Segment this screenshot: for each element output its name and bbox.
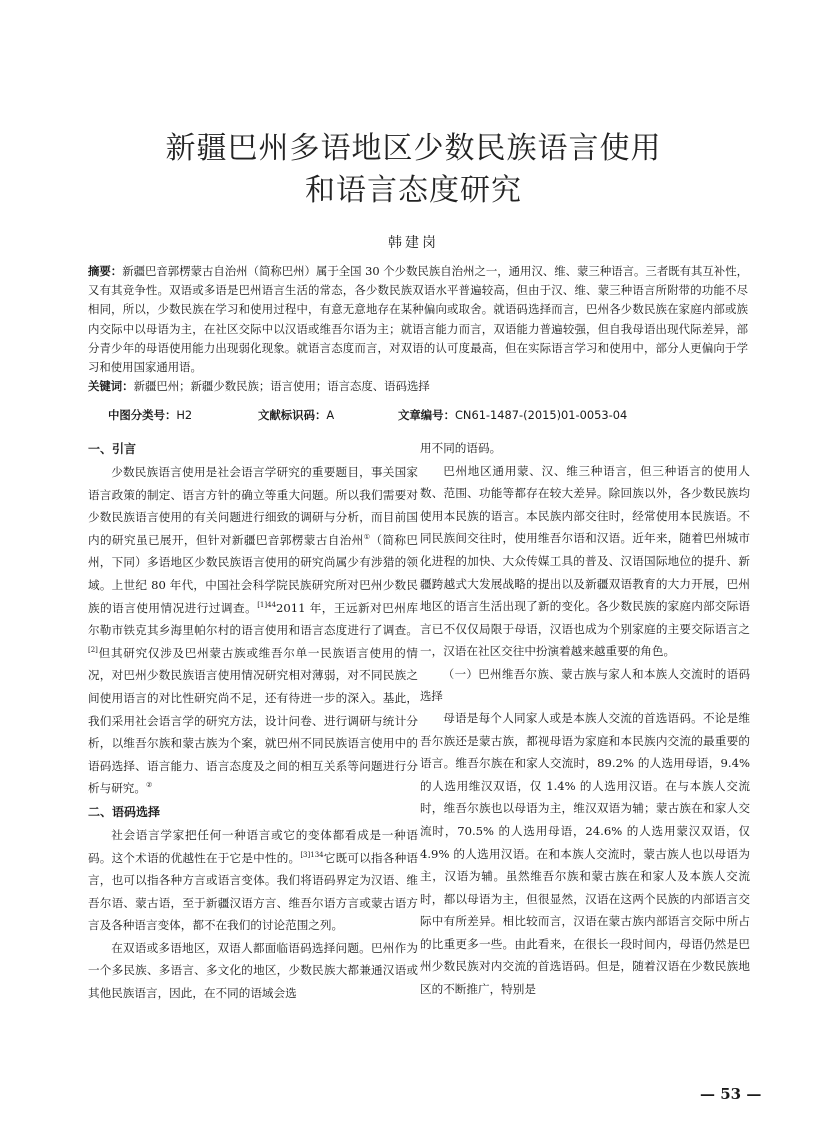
clc-label: 中图分类号： <box>108 408 177 422</box>
author-name: 韩建岗 <box>388 235 439 251</box>
left-column <box>88 437 418 1005</box>
code-text-a: 社会语言学家把任何一种语言或它的变体都看成是一种语码。这个术语的优越性在于它是中性的。 <box>88 827 418 865</box>
right-column <box>420 437 750 1001</box>
language-overview-paragraph: 巴州地区通用蒙、汉、维三种语言，但三种语言的使用人数、范围、功能等都存在较大差异。除回族以外，各少数民族均使用本民族的语言。本民族内部交往时，经常使用本民族语。不同民族间交往时，使用维吾尔语和汉语。近年来，随着巴州城市化进程的加快、大众传媒工具的普及、汉语国际地位的提升、新疆跨越式大发展战略的提出以及新疆双语教育的大力开展，巴州地区的语言生活出现了新的变化。各少数民族的家庭内部交际语言已不仅仅局限于母语，汉语也成为个别家庭的主要交际语言之一，汉语在社区交往中扮演着越来越重要的角色。 <box>420 463 750 659</box>
code-choice-paragraph-1 <box>88 824 418 937</box>
abstract <box>88 262 748 377</box>
section-heading-intro: 一、引言 <box>88 442 137 456</box>
code-choice-paragraph-2: 在双语或多语地区，双语人都面临语码选择问题。巴州作为一个多民族、多语言、多文化的地区，少数民族大都兼通汉语或其他民族语言，因此，在不同的语域会选 <box>88 940 418 1001</box>
citation-1: [1]44 <box>257 600 277 609</box>
intro-text-c: 2011 年，王远新对巴州库尔勒市铁克其乡海里帕尔村的语言使用和语言态度进行了调查。 <box>88 600 418 638</box>
title-line-2: 和语言态度研究 <box>305 173 522 208</box>
continued-paragraph: 用不同的语码。 <box>420 441 502 455</box>
citation-2: [2] <box>88 645 98 654</box>
abstract-block <box>88 262 748 396</box>
intro-paragraph <box>88 461 418 800</box>
title-line-1: 新疆巴州多语地区少数民族语言使用 <box>165 131 662 166</box>
doc-code <box>258 407 334 423</box>
article-value: CN61-1487-(2015)01-0053-04 <box>454 408 628 422</box>
article-label: 文章编号： <box>398 408 455 422</box>
doc-value: A <box>326 408 335 422</box>
page-number: — 53 — <box>700 1085 762 1103</box>
footnote-marker-2: ② <box>145 781 153 790</box>
citation-3: [3]134 <box>300 850 324 859</box>
keywords-label: 关键词： <box>88 379 134 394</box>
section-heading-code-choice: 二、语码选择 <box>88 804 161 819</box>
article-number <box>398 407 627 423</box>
subsection-heading: （一）巴州维吾尔族、蒙古族与家人和本族人交流时的语码选择 <box>420 666 750 703</box>
abstract-text: 新疆巴音郭楞蒙古自治州（简称巴州）属于全国 30 个少数民族自治州之一，通用汉、维、蒙三种语言。三者既有其互补性，又有其竞争性。双语或多语是巴州语言生活的常态，各少数民族双语水平普遍较高，但由于汉、维、蒙三种语言所附带的功能不尽相同，所以，少数民族在学习和使用过程中，有意无意地存在某种偏向或取舍。就语码选择而言，巴州各少数民族在家庭内部或族内交际中以母语为主，在社区交际中以汉语或维吾尔语为主；就语言能力而言，双语能力普遍较强，但自我母语出现代际差异，部分青少年的母语使用能力出现弱化现象。就语言态度而言，对双语的认可度最高，但在实际语言学习和使用中，部分人更偏向于学习和使用国家通用语。 <box>88 264 748 375</box>
article-title <box>0 128 827 212</box>
clc-value: H2 <box>176 408 193 422</box>
abstract-label: 摘要： <box>88 264 123 278</box>
footnote-marker-1: ① <box>363 532 371 541</box>
intro-text-d: 但其研究仅涉及巴州蒙古族或维吾尔单一民族语言使用的情况，对巴州少数民族语言使用情况研究相对薄弱，对不同民族之间使用语言的对比性研究尚不足，还有待进一步的深入。基此，我们采用社会语言学的研究方法，设计问卷、进行调研与统计分析，以维吾尔族和蒙古族为个案，就巴州不同民族语言使用中的语码选择、语言能力、语言态度及之间的相互关系等问题进行分析与研究。 <box>88 645 418 796</box>
doc-label: 文献标识码： <box>258 408 327 422</box>
keywords-text: 新疆巴州；新疆少数民族；语言使用；语言态度、语码选择 <box>133 379 430 394</box>
code-text-b: 它既可以指各种语言，也可以指各种方言或语言变体。我们将语码界定为汉语、维吾尔语、蒙古语，至于新疆汉语方言、维吾尔语方言或蒙古语方言及各种语言变体，都不在我们的讨论范围之列。 <box>88 850 418 933</box>
intro-text-b: （简称巴州，下同）多语地区少数民族语言使用的研究尚属少有涉猎的领域。上世纪 80 年代，中国社会科学院民族研究所对巴州少数民族的语言使用情况进行过调查。 <box>88 532 418 615</box>
mother-tongue-paragraph: 母语是每个人同家人或是本族人交流的首选语码。不论是维吾尔族还是蒙古族，都视母语为家庭和本民族内交流的最重要的语言。维吾尔族在和家人交流时，89.2% 的人选用母语，9.4% 的人选用维汉双语，仅 1.4% 的人选用汉语。在与本族人交流时，维吾尔族也以母语为主，维汉双语为辅；蒙古族在和家人交流时，70.5% 的人选用母语，24.6% 的人选用蒙汉双语，仅 4.9% 的人选用汉语。在和本族人交流时，蒙古族人也以母语为主，汉语为辅。虽然维吾尔族和蒙古族在和家人及本族人交流时，都以母语为主，但很显然，汉语在这两个民族的内部语言交际中有所差异。相比较而言，汉语在蒙古族内部语言交际中所占的比重更多一些。由此看来，在很长一段时间内，母语仍然是巴州少数民族对内交流的首选语码。但是，随着汉语在少数民族地区的不断推广，特别是 <box>420 710 750 997</box>
intro-text-a: 少数民族语言使用是社会语言学研究的重要题目，事关国家语言政策的制定、语言方针的确立等重大问题。所以我们需要对少数民族语言使用的有关问题进行细致的调研与分析，而目前国内的研究虽已展开，但针对新疆巴音郭楞蒙古自治州 <box>88 465 418 547</box>
clc-code <box>108 407 192 423</box>
keywords <box>88 377 748 396</box>
